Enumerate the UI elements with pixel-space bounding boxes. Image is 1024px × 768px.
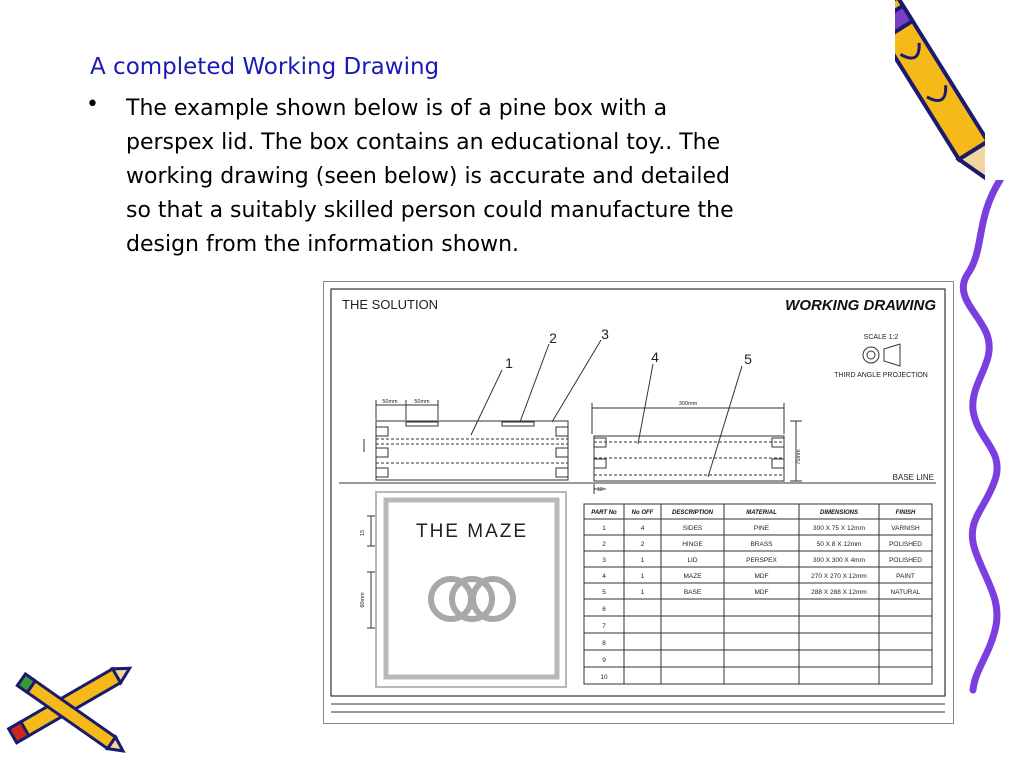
table-cell: 288 X 288 X 12mm	[811, 589, 867, 596]
table-cell: MAZE	[683, 573, 702, 580]
table-cell: SIDES	[682, 525, 703, 532]
table-cell: PAINT	[896, 573, 915, 580]
table-cell: LID	[687, 557, 698, 564]
table-cell: 10	[600, 674, 608, 681]
drawing-left-title: THE SOLUTION	[342, 297, 439, 312]
bullet-dot: •	[86, 92, 99, 117]
dim-seventy-five: 75mm	[796, 449, 802, 465]
table-header-cell: DESCRIPTION	[671, 510, 714, 516]
side-elevation	[592, 403, 802, 494]
callout-1: 1	[505, 355, 513, 371]
projection-label: THIRD ANGLE PROJECTION	[834, 372, 928, 379]
callout-2: 2	[549, 330, 557, 346]
table-cell: 7	[602, 623, 606, 630]
callout-3: 3	[601, 326, 609, 342]
working-drawing-sheet	[323, 281, 954, 724]
table-cell: BASE	[683, 589, 702, 596]
drawing-right-title: WORKING DRAWING	[785, 297, 936, 314]
dim-fifty-a: 50mm	[382, 399, 398, 405]
table-cell: MDF	[754, 589, 769, 596]
table-cell: 9	[602, 657, 606, 664]
table-header-cell: FINISH	[895, 510, 916, 516]
parts-table-text	[591, 510, 922, 681]
dim-sixty: 60mm	[360, 592, 366, 608]
table-cell: 6	[602, 606, 606, 613]
table-header-cell: DIMENSIONS	[819, 510, 859, 516]
maze-label: THE MAZE	[415, 521, 529, 542]
table-cell: PERSPEX	[746, 557, 777, 564]
table-cell: 50 X 8 X 12mm	[816, 541, 862, 548]
table-cell: 5	[602, 589, 606, 596]
table-cell: MDF	[754, 573, 769, 580]
callout-4: 4	[651, 349, 659, 365]
table-cell: 8	[602, 640, 606, 647]
scale-label: SCALE 1:2	[863, 334, 899, 341]
table-cell: 4	[640, 525, 645, 532]
pencils-icon	[0, 655, 140, 760]
table-cell: VARNISH	[891, 525, 920, 532]
plan-dimensions	[367, 516, 375, 628]
table-cell: POLISHED	[889, 557, 922, 564]
bullet-item	[86, 92, 866, 262]
front-elevation	[364, 400, 568, 480]
table-cell: HINGE	[682, 541, 703, 548]
table-cell: 300 X 75 X 12mm	[812, 525, 866, 532]
base-line-label: BASE LINE	[892, 473, 934, 482]
pencil-icon	[895, 0, 985, 195]
table-cell: 3	[602, 557, 606, 564]
dim-fifty-b: 50mm	[414, 399, 430, 405]
table-header-cell: MATERIAL	[746, 510, 777, 516]
table-cell: 270 X 270 X 12mm	[811, 573, 867, 580]
table-cell: 1	[640, 589, 645, 596]
table-cell: 2	[640, 541, 645, 548]
table-cell: 4	[602, 573, 606, 580]
callout-5: 5	[744, 351, 752, 367]
table-cell: 2	[602, 541, 606, 548]
squiggle-icon	[955, 180, 1024, 700]
table-cell: NATURAL	[890, 589, 921, 596]
table-cell: 1	[640, 573, 645, 580]
rings-icon	[431, 579, 513, 619]
dim-twelve: 12	[597, 487, 603, 493]
slide-title: A completed Working Drawing	[90, 54, 440, 80]
table-header-cell: No OFF	[631, 510, 654, 516]
table-cell: POLISHED	[889, 541, 922, 548]
table-header-cell: PART No	[591, 510, 617, 516]
dim-three-hundred: 300mm	[678, 401, 698, 407]
projection-symbol-icon	[863, 344, 900, 366]
table-cell: 300 X 300 X 4mm	[812, 557, 866, 564]
table-cell: BRASS	[750, 541, 773, 548]
dim-fifteen: 15	[360, 529, 366, 537]
table-cell: PINE	[753, 525, 770, 532]
working-drawing	[324, 282, 953, 723]
table-cell: 1	[640, 557, 645, 564]
bullet-text: The example shown below is of a pine box with a perspex lid. The box contains an educational toy.. The working drawing (seen below) is accurate and detailed so that a suitably skilled person could manufacture the design from the information shown.	[126, 96, 734, 257]
table-cell: 1	[602, 525, 606, 532]
